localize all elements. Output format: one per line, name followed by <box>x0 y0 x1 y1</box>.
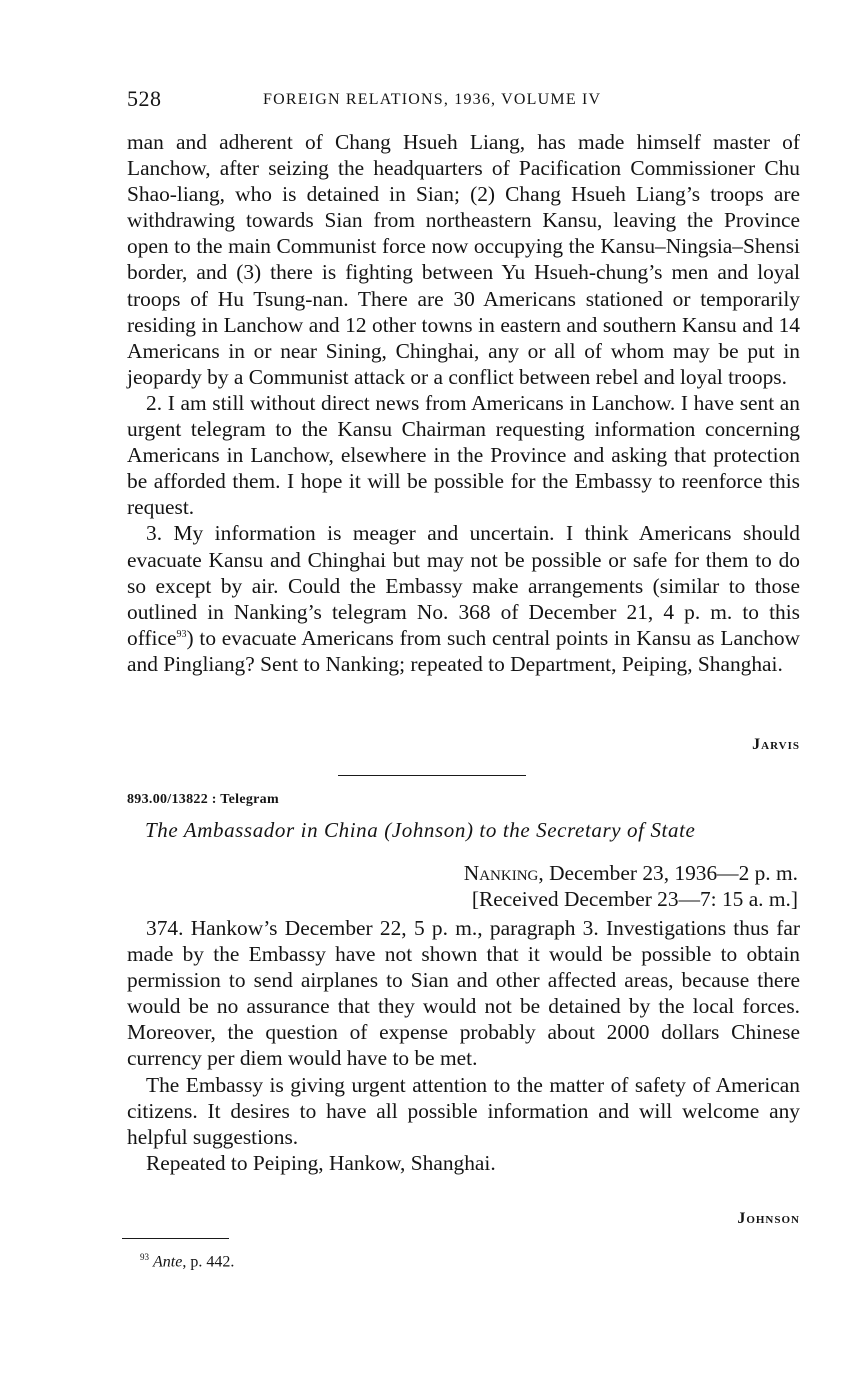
dateline-place: Nanking <box>463 861 539 885</box>
footnote <box>140 1252 234 1271</box>
telegram-body-continued <box>127 129 800 677</box>
section-divider <box>338 775 526 776</box>
paragraph-embassy: The Embassy is giving urgent attention to the matter of safety of American citizens. It desires to have all possible information and will welcome any helpful suggestions. <box>127 1072 800 1149</box>
received-line: [Received December 23—7: 15 a. m.] <box>471 887 798 911</box>
paragraph-3-text-b: ) to evacuate Americans from such central points in Kansu as Lanchow and Pingliang? Sent to Nanking; repeated to Department, Peiping, Shanghai. <box>127 625 800 676</box>
running-title: FOREIGN RELATIONS, 1936, VOLUME IV <box>263 91 602 108</box>
dateline-date: , December 23, 1936—2 p. m. <box>538 861 798 885</box>
paragraph-3 <box>127 520 800 677</box>
document-title: The Ambassador in China (Johnson) to the Secretary of State <box>145 818 696 842</box>
signature-johnson: Johnson <box>737 1210 800 1227</box>
footnote-text: , p. 442. <box>182 1253 235 1271</box>
running-header <box>127 86 800 116</box>
paragraph-continued: man and adherent of Chang Hsueh Liang, has made himself master of Lanchow, after seizing the headquarters of Pacification Commissioner Chu Shao-liang, who is detained in Sian; (2) Chang Hsueh Liang’s troops are withdrawing towards Sian from northeastern Kansu, leaving the Province open to the main Communist force now occupying the Kansu–Ningsia–Shensi border, and (3) there is fighting between Yu Hsueh-chung’s men and loyal troops of Hu Tsung-nan. There are 30 Americans stationed or temporarily residing in Lanchow and 12 other towns in eastern and southern Kansu and 14 Americans in or near Sining, Chinghai, any or all of whom may be put in jeopardy by a Communist attack or a conflict between rebel and loyal troops. <box>127 130 800 389</box>
footnote-divider <box>122 1238 229 1239</box>
paragraph-2: 2. I am still without direct news from Americans in Lanchow. I have sent an urgent telegram to the Kansu Chairman requesting information concerning Americans in Lanchow, elsewhere in the Province and asking that protection be afforded them. I hope it will be possible for the Embassy to reenforce this request. <box>127 390 800 520</box>
footnote-mark: 93 <box>140 1252 149 1262</box>
paragraph-374: 374. Hankow’s December 22, 5 p. m., paragraph 3. Investigations thus far made by the Embassy have not shown that it would be possible to obtain permission to send airplanes to Sian and other affected areas, because there would be no assurance that they would not be detained by the local forces. Moreover, the question of expense probably about 2000 dollars Chinese currency per diem would have to be met. <box>127 916 800 1071</box>
signature-jarvis: Jarvis <box>752 736 800 753</box>
file-number: 893.00/13822 : Telegram <box>127 792 279 807</box>
paragraph-repeated: Repeated to Peiping, Hankow, Shanghai. <box>146 1150 496 1175</box>
footnote-reference: 93 <box>176 628 187 640</box>
paragraph-3-text-a: 3. My information is meager and uncertain. I think Americans should evacuate Kansu and Chinghai but may not be possible or safe for them to do so except by air. Could the Embassy make arrangements (similar to those outlined in Nanking’s telegram No. 368 of December 21, 4 p. m. to this office <box>127 521 800 650</box>
telegram-body <box>127 915 800 1176</box>
dateline <box>464 861 798 886</box>
footnote-ante: Ante <box>153 1253 183 1271</box>
page-number: 528 <box>127 86 162 111</box>
